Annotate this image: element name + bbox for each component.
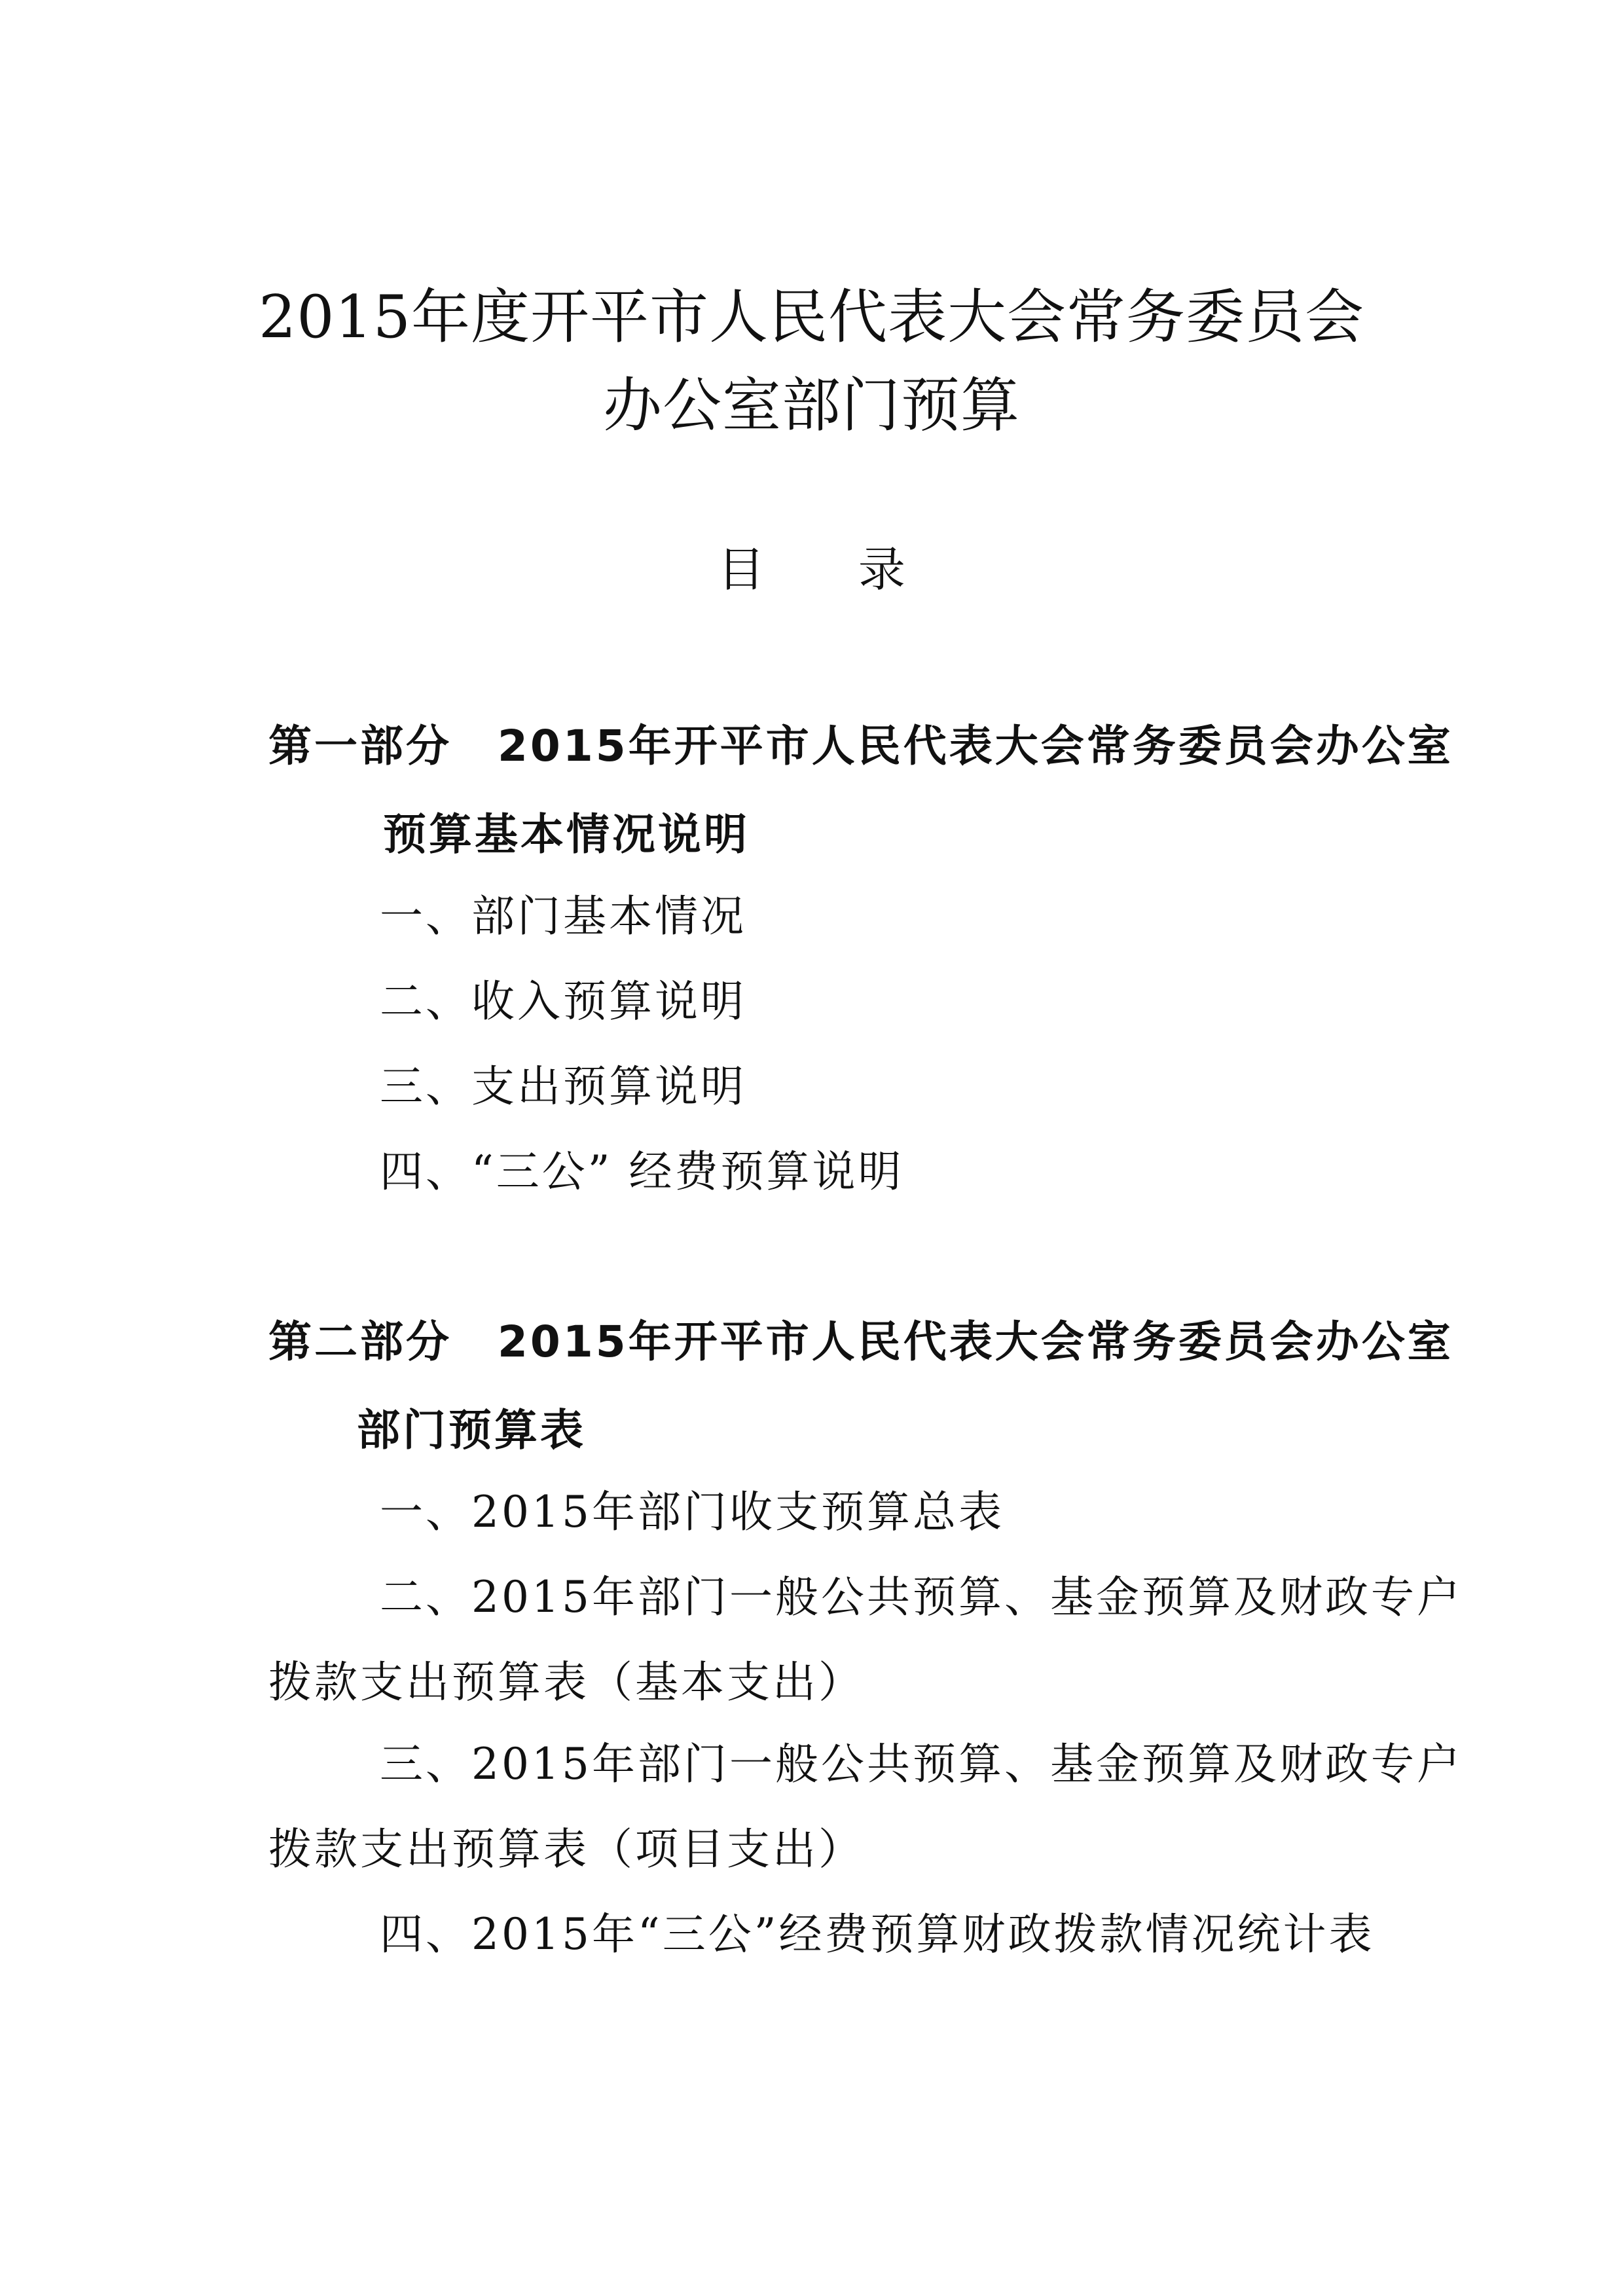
- part1-heading-line-2: 预算基本情况说明: [383, 809, 750, 860]
- toc-heading: 目 录: [718, 542, 905, 597]
- part2-item-4: 四、2015年“三公”经费预算财政拨款情况统计表: [380, 1909, 1375, 1959]
- part2-heading-line-2: 部门预算表: [357, 1405, 586, 1455]
- part2-item-2-line-1: 二、2015年部门一般公共预算、基金预算及财政专户: [380, 1572, 1463, 1622]
- part1-item-4: 四、“三公” 经费预算说明: [380, 1146, 904, 1197]
- part1-heading: [268, 720, 1453, 773]
- document-title-line-1: 2015年度开平市人民代表大会常务委员会: [258, 283, 1365, 352]
- part2-item-3-line-1: 三、2015年部门一般公共预算、基金预算及财政专户: [380, 1739, 1463, 1789]
- document-title-line-2: 办公室部门预算: [603, 371, 1020, 440]
- part1-item-2: 二、收入预算说明: [380, 976, 746, 1027]
- part1-heading-text: 2015年开平市人民代表大会常务委员会办公室: [498, 721, 1453, 771]
- part2-heading: [268, 1316, 1453, 1368]
- part1-item-1: 一、部门基本情况: [380, 891, 746, 941]
- part2-item-2-line-2: 拨款支出预算表（基本支出）: [268, 1657, 864, 1707]
- part1-label: 第一部分: [268, 721, 452, 771]
- part2-heading-text: 2015年开平市人民代表大会常务委员会办公室: [498, 1317, 1453, 1367]
- part2-label: 第二部分: [268, 1317, 452, 1367]
- part1-item-3: 三、支出预算说明: [380, 1061, 746, 1112]
- part2-item-1: 一、2015年部门收支预算总表: [380, 1487, 1004, 1537]
- part2-item-3-line-2: 拨款支出预算表（项目支出）: [268, 1824, 864, 1874]
